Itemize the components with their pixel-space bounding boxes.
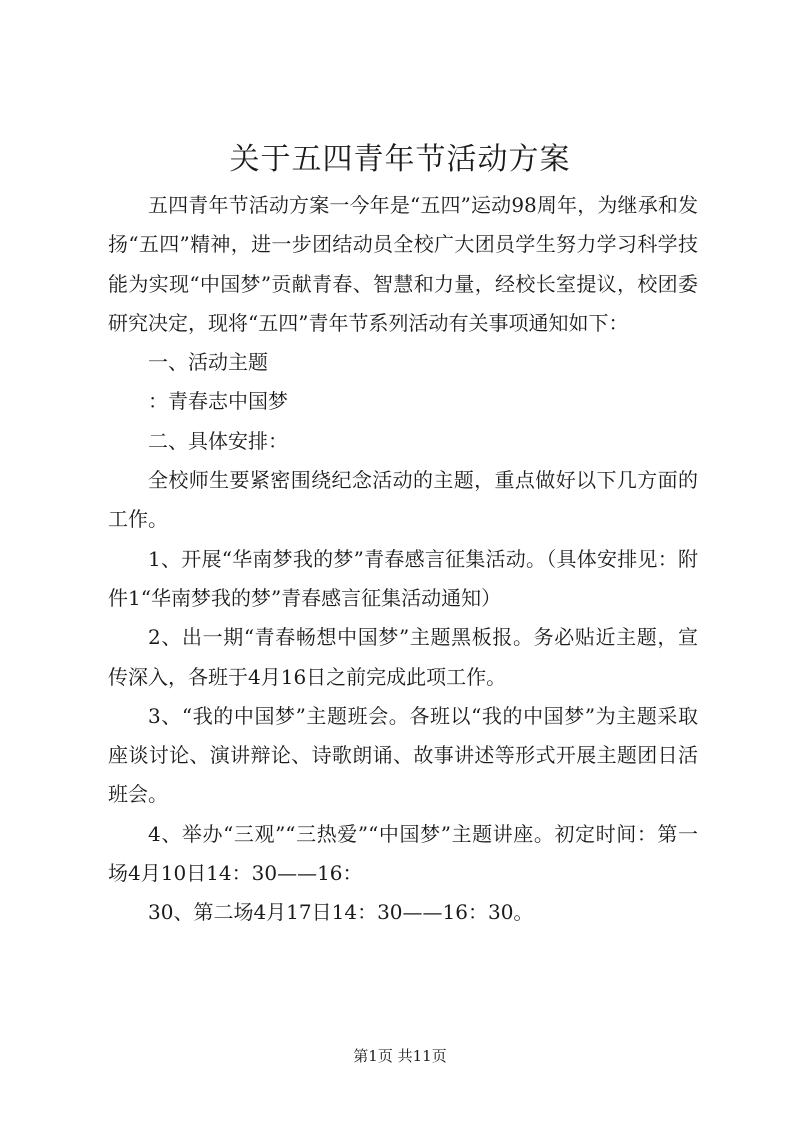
paragraph-item-3: 3、“我的中国梦”主题班会。各班以“我的中国梦”为主题采取座谈讨论、演讲辩论、诗歌朗诵、故事讲述等形式开展主题团日活班会。 (108, 703, 698, 807)
paragraph-overview: 全校师生要紧密围绕纪念活动的主题，重点做好以下几方面的工作。 (108, 468, 698, 532)
page-footer: 第1页 共11页 (353, 1047, 447, 1065)
paragraph-section-two-heading: 二、具体安排： (148, 428, 288, 453)
paragraph-item-4: 4、举办“三观”“三热爱”“中国梦”主题讲座。初定时间：第一场4月10日14：30——16： (108, 821, 698, 886)
paragraph-item-2: 2、出一期“青春畅想中国梦”主题黑板报。务必贴近主题，宣传深入，各班于4月16日之前完成此项工作。 (108, 625, 698, 689)
paragraph-intro: 五四青年节活动方案一今年是“五四”运动98周年，为继承和发扬“五四”精神，进一步团结动员全校广大团员学生努力学习科学技能为实现“中国梦”贡献青春、智慧和力量，经校长室提议，校团委研究决定，现将“五四”青年节系列活动有关事项通知如下： (108, 193, 698, 335)
paragraph-item-4-continued: 30、第二场4月17日14：30——16：30。 (148, 900, 534, 925)
document-body (108, 186, 698, 933)
paragraph-theme: ：青春志中国梦 (148, 389, 288, 414)
paragraph-section-one-heading: 一、活动主题 (148, 350, 268, 375)
page-title: 关于五四青年节活动方案 (229, 142, 571, 177)
paragraph-item-1: 1、开展“华南梦我的梦”青春感言征集活动。（具体安排见：附件1“华南梦我的梦”青春感言征集活动通知） (108, 546, 698, 610)
